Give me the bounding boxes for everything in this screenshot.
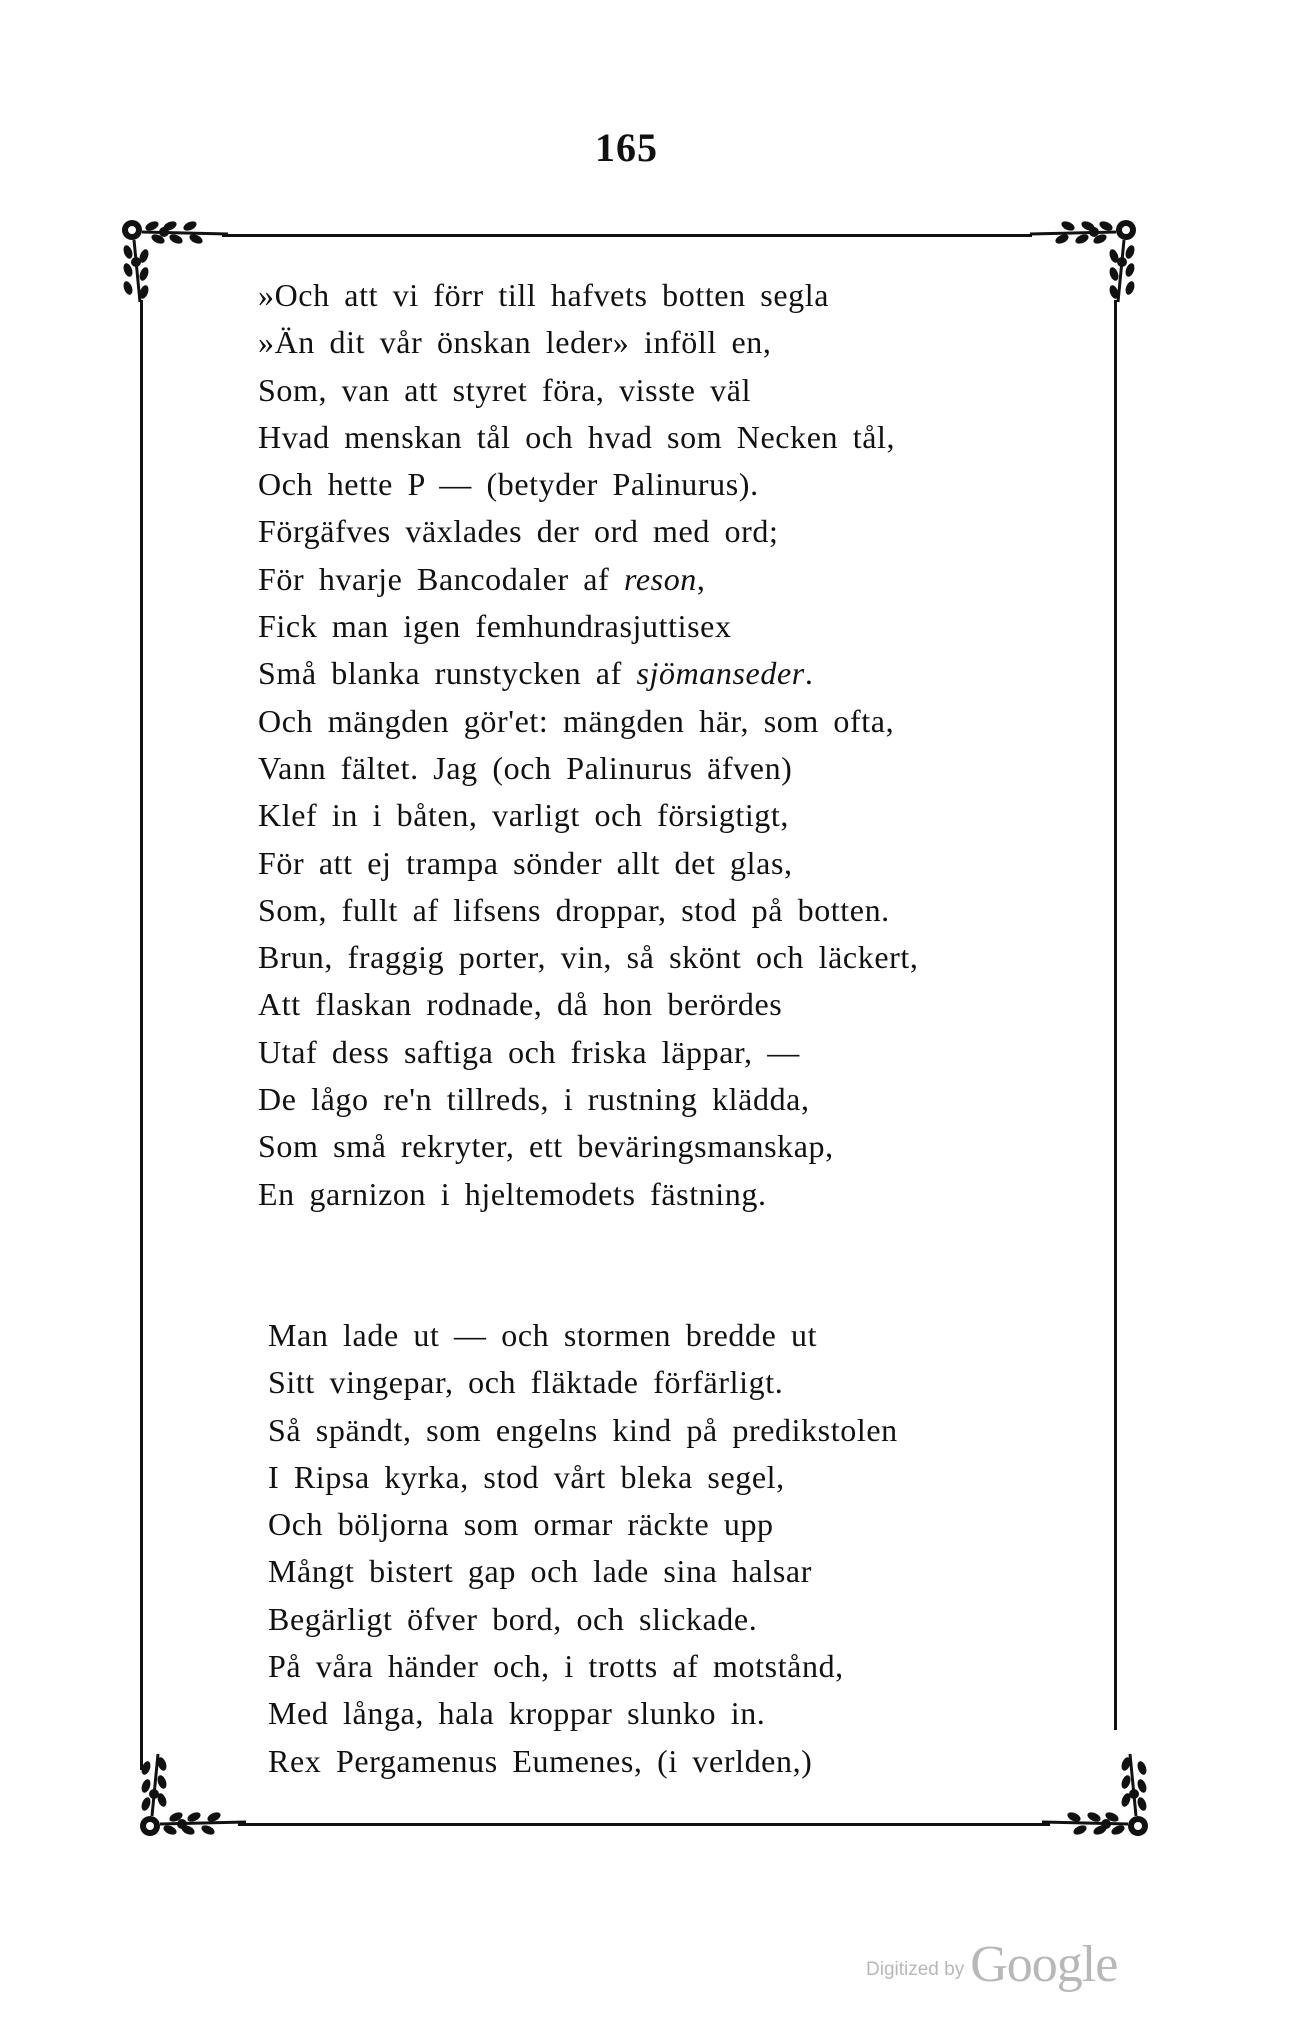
poem-line [268, 1596, 898, 1643]
floral-corner-icon [136, 1752, 256, 1842]
poem-line-punctuation: . [804, 655, 814, 692]
frame-left-rule [140, 300, 143, 1770]
poem-line-italic-word: reson [623, 560, 697, 597]
poem-line-italic-word: sjömanseder [636, 655, 805, 692]
poem-line [258, 556, 918, 603]
poem-line-text: Och böljorna som ormar räckte upp [268, 1506, 774, 1543]
poem-line [268, 1454, 898, 1501]
poem-line-text: Mångt bistert gap och lade sina halsar [268, 1553, 812, 1590]
poem-line-text: Som, fullt af lifsens droppar, stod på botten. [258, 891, 890, 928]
poem-line [268, 1690, 898, 1737]
stanza [258, 272, 918, 1218]
poem-line-text: Och mängden gör'et: mängden här, som ofta, [258, 702, 895, 739]
poem-line [258, 698, 918, 745]
poem-line-text: Så spändt, som engelns kind på predikstolen [268, 1411, 898, 1448]
poem-line-text: Och hette P — (betyder Palinurus). [258, 466, 759, 503]
poem-line-text: Man lade ut — och stormen bredde ut [268, 1317, 818, 1353]
poem-line [258, 367, 918, 414]
poem-line-text: Sitt vingepar, och fläktade förfärligt. [268, 1364, 784, 1401]
poem-line [268, 1548, 898, 1595]
poem-line [268, 1643, 898, 1690]
poem-line-text: Hvad menskan tål och hvad som Necken tål, [258, 418, 896, 455]
poem-line-text: Fick man igen femhundrasjuttisex [258, 608, 732, 645]
poem-line [258, 840, 918, 887]
poem-line-text: Som små rekryter, ett beväringsmanskap, [258, 1128, 834, 1165]
poem-line-text: För att ej trampa sönder allt det glas, [258, 844, 793, 881]
poem-line [258, 981, 918, 1028]
poem-line-text: Förgäfves växlades der ord med ord; [258, 513, 779, 550]
poem-line [258, 414, 918, 461]
poem-line-text: Begärligt öfver bord, och slickade. [268, 1600, 758, 1637]
digitized-by-google-watermark [866, 1935, 1117, 1994]
poem-line [258, 887, 918, 934]
stanza [268, 1312, 898, 1785]
poem-line [258, 508, 918, 555]
frame-top-rule [222, 234, 1032, 237]
google-logo: Google [970, 1936, 1118, 1993]
poem-line [258, 1029, 918, 1076]
poem-line [258, 319, 918, 366]
frame-bottom-rule [238, 1823, 1050, 1826]
poem-line [258, 272, 918, 319]
poem-line [258, 461, 918, 508]
poem-line [258, 1076, 918, 1123]
poem-line-text: Med långa, hala kroppar slunko in. [268, 1695, 766, 1732]
poem-line-text: Brun, fraggig porter, vin, så skönt och läckert, [258, 939, 919, 976]
poem-line [258, 745, 918, 792]
poem-line [258, 603, 918, 650]
poem-line-text: Utaf dess saftiga och friska läppar, — [258, 1033, 800, 1070]
poem-line-text: I Ripsa kyrka, stod vårt bleka segel, [268, 1458, 785, 1495]
poem-line [268, 1359, 898, 1406]
floral-corner-icon [1032, 1752, 1152, 1842]
poem-line [268, 1407, 898, 1454]
poem-line-text: Små blanka runstycken af [258, 655, 637, 692]
poem-line-text: »Än dit vår önskan leder» inföll en, [258, 324, 772, 361]
poem-line [258, 1171, 918, 1218]
poem-line [268, 1312, 898, 1359]
poem-line-text: »Och att vi förr till hafvets botten segla [258, 277, 830, 313]
poem-line-text: För hvarje Bancodaler af [258, 560, 624, 597]
page-number: 165 [595, 125, 658, 170]
poem-line [268, 1738, 898, 1785]
poem-line [258, 1123, 918, 1170]
poem-line-text: Vann fältet. Jag (och Palinurus äfven) [258, 749, 793, 786]
poem-line-punctuation: , [696, 560, 706, 597]
frame-right-rule [1114, 300, 1117, 1730]
poem-line-text: På våra händer och, i trotts af motstånd, [268, 1648, 844, 1685]
poem-line [258, 934, 918, 981]
poem-line [258, 650, 918, 697]
poem-line-text: Rex Pergamenus Eumenes, (i verlden,) [268, 1742, 813, 1779]
floral-corner-icon [1020, 214, 1140, 304]
poem-line-text: En garnizon i hjeltemodets fästning. [258, 1175, 767, 1212]
poem-line-text: De lågo re'n tillreds, i rustning klädda, [258, 1081, 810, 1118]
poem-line-text: Klef in i båten, varligt och försigtigt, [258, 797, 789, 834]
poem-line [258, 792, 918, 839]
poem-line-text: Som, van att styret föra, visste väl [258, 371, 752, 408]
watermark-prefix: Digitized by [866, 1959, 965, 1980]
poem-line-text: Att flaskan rodnade, då hon berördes [258, 986, 783, 1023]
floral-corner-icon [118, 214, 238, 304]
poem-line [268, 1501, 898, 1548]
